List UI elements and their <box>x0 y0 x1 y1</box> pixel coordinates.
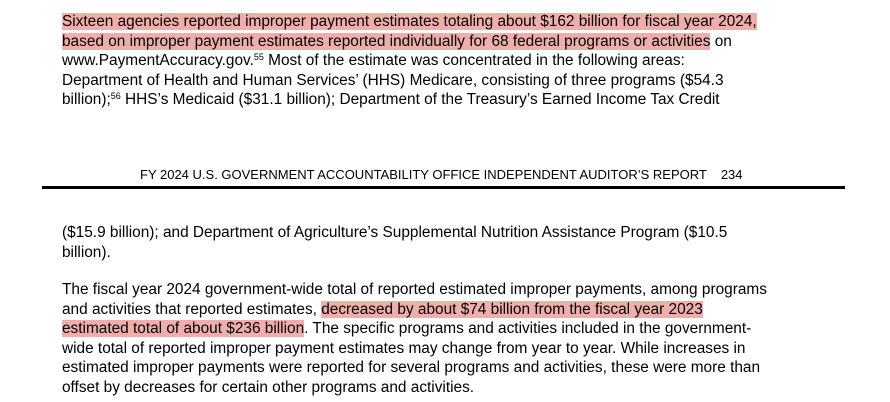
body-text: HHS’s Medicaid ($31.1 billion); Department of the Treasury’s Earned Income Tax Credit <box>120 91 720 108</box>
footnote-marker-55: 55 <box>253 52 264 62</box>
paragraph-line <box>62 319 767 339</box>
paragraph-line <box>62 51 757 71</box>
body-text: www.PaymentAccuracy.gov. <box>62 52 254 69</box>
highlighted-text: Sixteen agencies reported improper payment estimates totaling about $162 billion for fiscal year 2024, <box>62 13 757 30</box>
paragraph-line <box>62 223 727 243</box>
body-text: The fiscal year 2024 government-wide total of reported estimated improper payments, among programs <box>62 281 767 298</box>
page-footer <box>140 167 743 183</box>
highlighted-text: estimated total of about $236 billion <box>62 320 305 337</box>
paragraph-line <box>62 243 727 263</box>
footnote-marker-56: 56 <box>110 91 121 101</box>
body-text: offset by decreases for certain other programs and activities. <box>62 378 475 396</box>
body-text: on <box>710 32 732 50</box>
page-number: 234 <box>720 167 743 182</box>
body-text: Department of Health and Human Services’ (HHS) Medicare, consisting of three programs ($54.3 <box>62 71 724 89</box>
body-text: . The specific programs and activities included in the government- <box>304 320 752 337</box>
body-text: ($15.9 billion); and Department of Agriculture’s Supplemental Nutrition Assistance Program ($10.5 <box>62 224 728 241</box>
paragraph-line <box>62 339 767 359</box>
highlighted-text: based on improper payment estimates reported individually for 68 federal programs or activities <box>62 32 711 50</box>
body-text: wide total of reported improper payment estimates may change from year to year. While increases in <box>62 339 746 357</box>
paragraph-line <box>62 378 767 398</box>
paragraph-continuation <box>62 223 727 262</box>
paragraph-line <box>62 90 757 110</box>
body-text: estimated improper payments were reported for several programs and activities, these were more than <box>62 359 761 376</box>
body-text: Most of the estimate was concentrated in the following areas: <box>263 52 685 69</box>
paragraph-line <box>62 358 767 378</box>
body-text: billion); <box>62 91 111 108</box>
page-break-rule <box>42 186 845 189</box>
footer-title: FY 2024 U.S. GOVERNMENT ACCOUNTABILITY OFFICE INDEPENDENT AUDITOR’S REPORT <box>140 167 707 182</box>
paragraph-improper-payments-summary <box>62 12 757 110</box>
paragraph-line <box>62 32 757 52</box>
paragraph-line <box>62 300 767 320</box>
paragraph-line <box>62 280 767 300</box>
body-text: billion). <box>62 243 111 261</box>
paragraph-line <box>62 71 757 91</box>
paragraph-line <box>62 12 757 32</box>
paragraph-government-wide-total <box>62 280 767 397</box>
highlighted-text: decreased by about $74 billion from the fiscal year 2023 <box>321 300 703 318</box>
body-text: and activities that reported estimates, <box>62 300 322 318</box>
